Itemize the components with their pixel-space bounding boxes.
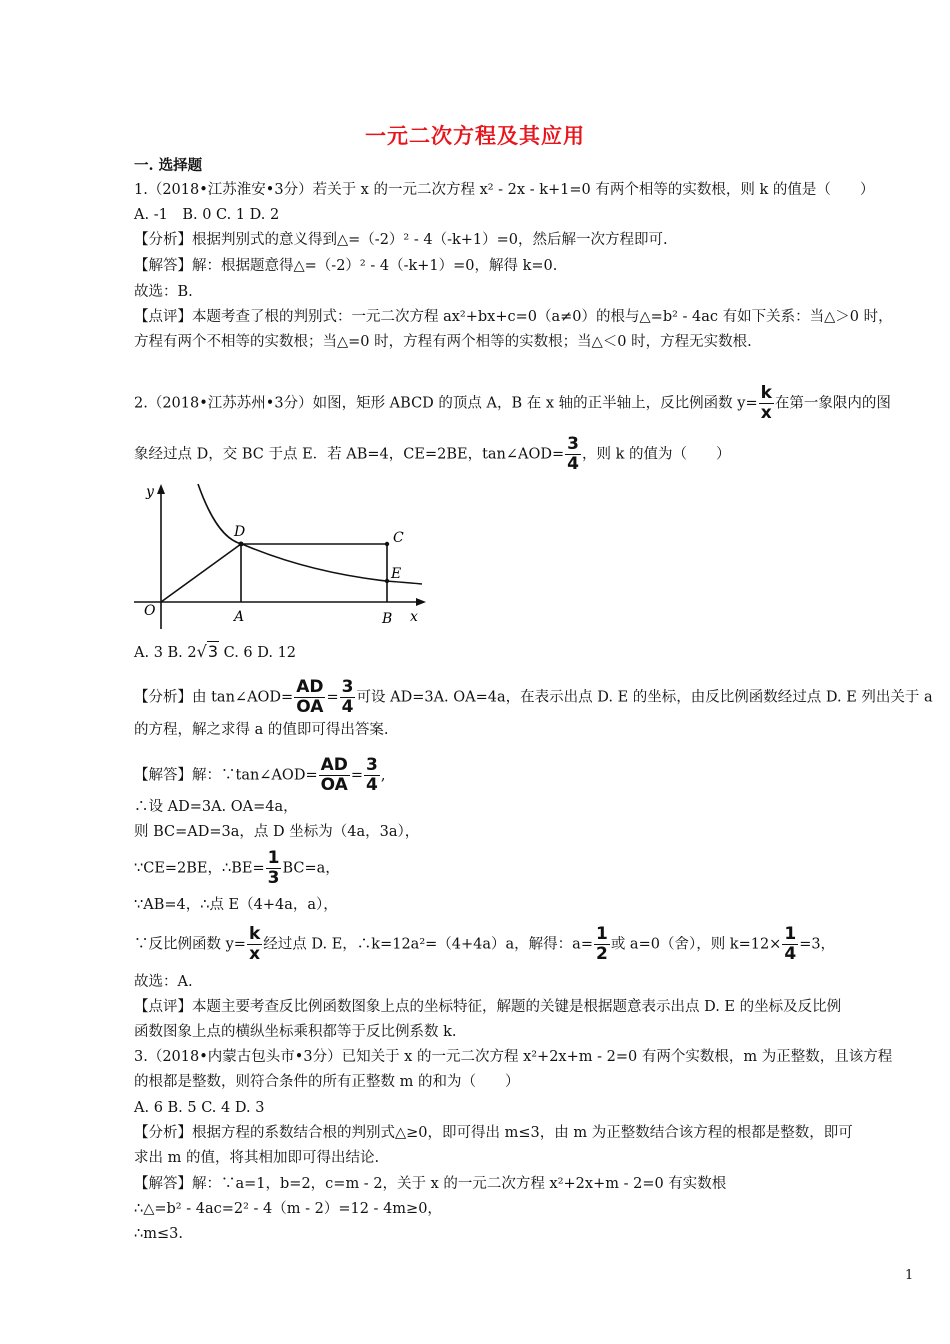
- fraction-numerator: AD: [320, 755, 348, 775]
- q1-stem: 1.（2018•江苏淮安•3分）若关于 x 的一元二次方程 x² ‑ 2x ‑ k+1=0 有两个相等的实数根，则 k 的值是（ ）: [134, 182, 875, 198]
- fraction-denominator: x: [249, 944, 261, 964]
- fraction-k-over-x: [247, 926, 262, 963]
- fraction-denominator: 3: [267, 868, 280, 888]
- q1-comment-line1: 【点评】本题考查了根的判别式：一元二次方程 ax²+bx+c=0（a≠0）的根与△=b² ‑ 4ac 有如下关系：当△＞0 时，: [134, 309, 893, 325]
- q1-options: A. ‑1 B. 0 C. 1 D. 2: [134, 207, 280, 223]
- q2-analysis-text: 可设 AD=3A. OA=4a，在表示出点 D. E 的坐标，由反比例函数经过点 D. E 列出关于 a: [356, 689, 933, 706]
- q2-stem-text: 象经过点 D，交 BC 于点 E．若 AB=4，CE=2BE，tan∠AOD=: [134, 446, 565, 463]
- q3-analysis-line1: 【分析】根据方程的系数结合根的判别式△≥0，即可得出 m≤3，由 m 为正整数结合该方程的根都是整数，即可: [134, 1125, 853, 1141]
- fraction-3-over-4: [565, 436, 581, 473]
- q2-stem-text: 2.（2018•江苏苏州•3分）如图，矩形 ABCD 的顶点 A，B 在 x 轴的正半轴上，反比例函数 y=: [134, 395, 758, 412]
- fraction-numerator: 1: [267, 848, 280, 868]
- q2-stem-text: ，则 k 的值为（ ）: [582, 446, 731, 463]
- q2-options: [134, 642, 924, 663]
- q2-answer-text: =3，: [799, 936, 836, 953]
- q3-answer-line1: 【解答】解：∵a=1，b=2，c=m ‑ 2，关于 x 的一元二次方程 x²+2x+m ‑ 2=0 有实数根: [134, 1176, 727, 1192]
- fraction-numerator: 1: [595, 924, 608, 944]
- q2-stem-text: 在第一象限内的图: [774, 395, 891, 412]
- q2-answer-text: ∵CE=2BE，∴BE=: [134, 860, 265, 877]
- fraction-numerator: 3: [366, 755, 378, 775]
- q1-analysis: 【分析】根据判别式的意义得到△=（‑2）² ‑ 4（‑k+1）=0，然后解一次方程即可.: [134, 232, 668, 248]
- q2-answer-line2: ∴设 AD=3A. OA=4a，: [134, 799, 298, 815]
- hyperbola-curve: [198, 484, 422, 584]
- q2-answer-text: ∵反比例函数 y=: [134, 936, 246, 953]
- q2-answer-line1: 【解答】解：∵tan∠AOD= $\frac{AD}{OA}$ = $\frac{3}{4}$ ,: [134, 755, 386, 795]
- q1-answer: 【解答】解：根据题意得△=（‑2）² ‑ 4（‑k+1）=0，解得 k=0.: [134, 258, 558, 274]
- section-heading: 一. 选择题: [134, 157, 203, 174]
- fraction-denominator: OA: [320, 775, 348, 795]
- q1-choice: 故选：B.: [134, 284, 193, 300]
- q2-analysis-line1: 【分析】由 tan∠AOD= $\frac{AD}{OA}$ = $\frac{3}{4}$ 可设 AD=3A. OA=4a，在表示出点 D. E 的坐标，由反比例函数经过点 D. E 列出关于 a: [134, 677, 933, 717]
- label-x: x: [410, 609, 418, 625]
- point-c: [385, 542, 389, 546]
- q2-answer-line5: ∵AB=4，∴点 E（4+4a，a），: [134, 897, 338, 913]
- rectangle-hyperbola-figure: [134, 482, 434, 632]
- q1-comment-line2: 方程有两个不相等的实数根；当△=0 时，方程有两个相等的实数根；当△＜0 时，方程无实数根.: [134, 334, 752, 350]
- radicand: 3: [207, 642, 219, 661]
- q2-options-text: A. 3 B. 2: [134, 645, 197, 661]
- fraction-numerator: 3: [341, 677, 354, 697]
- q2-answer-text: ,: [380, 767, 386, 784]
- page-title: 一元二次方程及其应用: [365, 123, 585, 148]
- fraction-numerator: AD: [296, 677, 324, 697]
- fraction-ad-over-oa: [319, 757, 350, 794]
- fraction-k-over-x: [759, 385, 774, 422]
- fraction-3-over-4: [364, 757, 380, 794]
- sqrt-3: √3: [196, 642, 219, 661]
- q2-stem-line1: [134, 385, 924, 422]
- x-axis-arrow: [416, 598, 426, 606]
- fraction-3-over-4: [340, 679, 356, 716]
- fraction-denominator: 4: [341, 697, 354, 717]
- q2-choice: 故选：A.: [134, 974, 193, 990]
- segment-od: [161, 544, 241, 602]
- q2-answer-line4: [134, 850, 924, 887]
- q2-answer-text: BC=a，: [282, 860, 340, 877]
- label-o: O: [144, 603, 156, 619]
- fraction-numerator: k: [760, 383, 772, 403]
- fraction-1-over-3: [266, 850, 282, 887]
- label-a: A: [234, 609, 245, 625]
- q2-answer-text: 【解答】解：∵tan∠AOD=: [134, 767, 318, 784]
- point-d: [239, 542, 244, 547]
- fraction-denominator: 4: [567, 454, 580, 474]
- q2-answer-text: 或 a=0（舍），则 k=12×: [610, 936, 782, 953]
- q2-comment-line2: 函数图象上点的横纵坐标乘积都等于反比例系数 k.: [134, 1024, 457, 1040]
- fraction-1-over-2: [594, 926, 610, 963]
- q3-analysis-line2: 求出 m 的值，将其相加即可得出结论.: [134, 1150, 380, 1166]
- fraction-denominator: 4: [366, 775, 378, 795]
- q3-answer-line3: ∴m≤3.: [134, 1226, 183, 1242]
- fraction-numerator: 3: [567, 434, 580, 454]
- fraction-denominator: 2: [595, 944, 608, 964]
- fraction-numerator: k: [248, 924, 261, 944]
- fraction-denominator: OA: [296, 697, 324, 717]
- q2-stem-line2: [134, 436, 924, 473]
- q2-analysis-text: 【分析】由 tan∠AOD=: [134, 689, 294, 706]
- fraction-denominator: 4: [784, 944, 797, 964]
- q2-analysis-line2: 的方程，解之求得 a 的值即可得出答案.: [134, 722, 389, 738]
- fraction-numerator: 1: [784, 924, 797, 944]
- q3-stem-line2: 的根都是整数，则符合条件的所有正整数 m 的和为（ ）: [134, 1074, 520, 1090]
- y-axis-arrow: [157, 484, 165, 494]
- q2-answer-line3: 则 BC=AD=3a，点 D 坐标为（4a，3a），: [134, 824, 420, 840]
- q2-answer-text: 经过点 D. E，∴k=12a²=（4+4a）a，解得：a=: [263, 936, 593, 953]
- q3-options: A. 6 B. 5 C. 4 D. 3: [134, 1100, 265, 1116]
- fraction-ad-over-oa: [294, 679, 325, 716]
- q2-comment-line1: 【点评】本题主要考查反比例函数图象上点的坐标特征，解题的关键是根据题意表示出点 D. E 的坐标及反比例: [134, 999, 842, 1015]
- label-y: y: [146, 484, 154, 500]
- q2-answer-line6: [134, 926, 924, 963]
- label-c: C: [393, 530, 404, 546]
- label-d: D: [234, 524, 246, 540]
- q2-options-text: C. 6 D. 12: [219, 645, 297, 661]
- fraction-1-over-4: [782, 926, 798, 963]
- q3-stem-line1: 3.（2018•内蒙古包头市•3分）已知关于 x 的一元二次方程 x²+2x+m ‑ 2=0 有两个实数根，m 为正整数，且该方程: [134, 1049, 893, 1065]
- q3-answer-line2: ∴△=b² ‑ 4ac=2² ‑ 4（m ‑ 2）=12 ‑ 4m≥0，: [134, 1201, 442, 1217]
- label-b: B: [382, 611, 393, 627]
- page-number: 1: [905, 1268, 914, 1283]
- fraction-denominator: x: [760, 403, 772, 423]
- point-e: [385, 579, 389, 583]
- label-e: E: [391, 566, 402, 582]
